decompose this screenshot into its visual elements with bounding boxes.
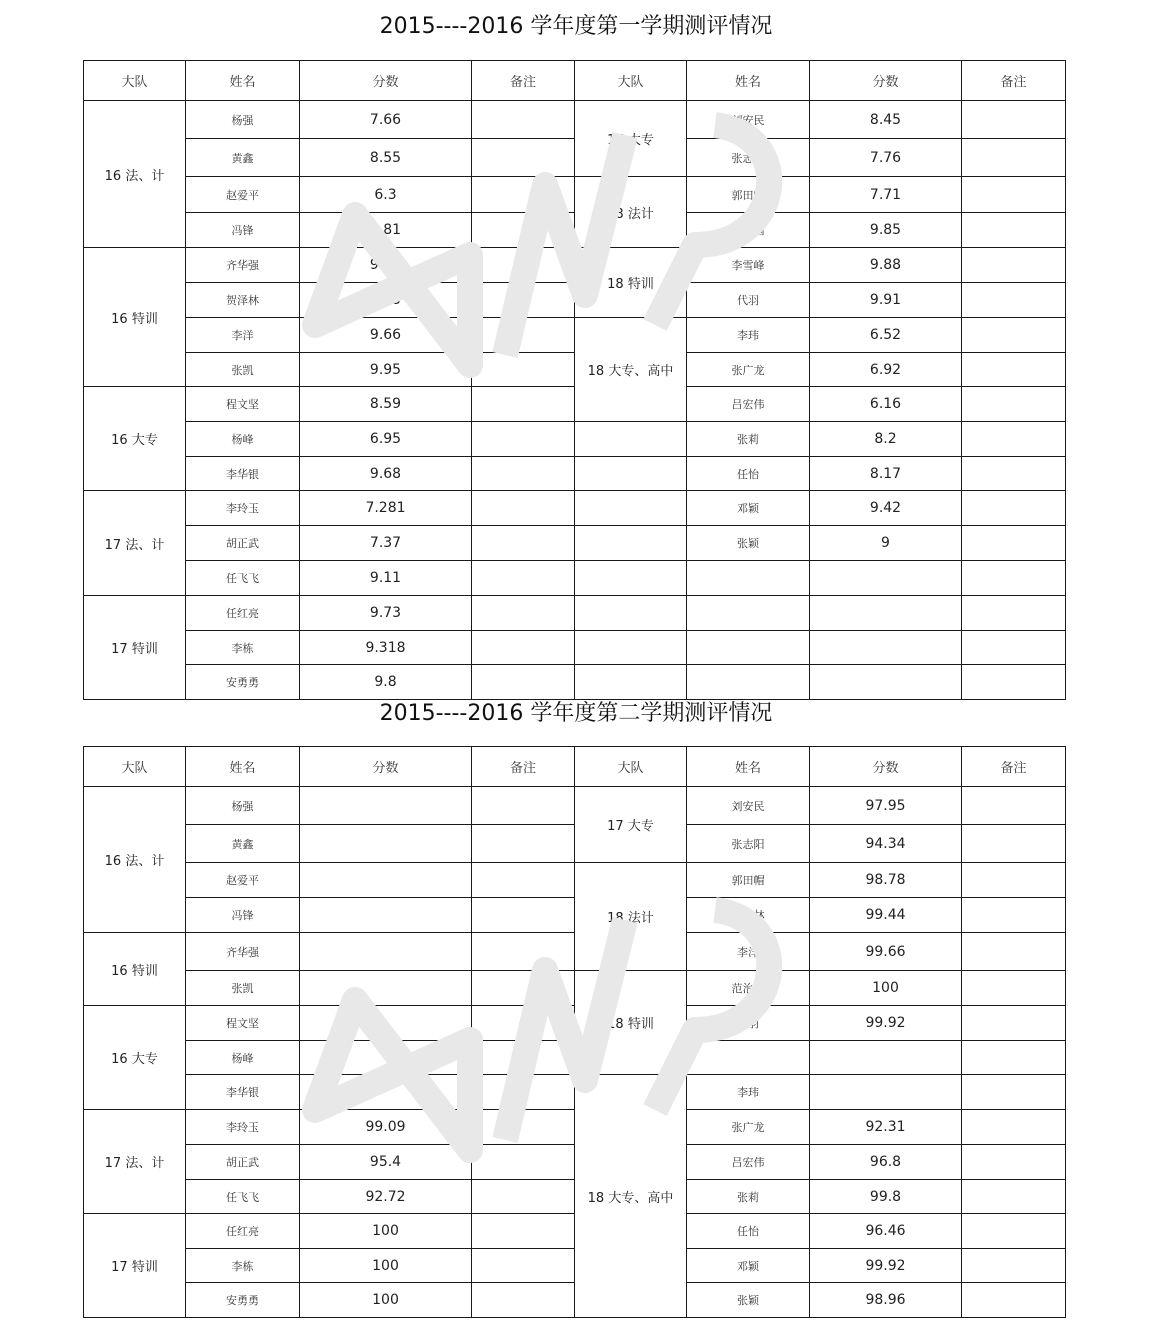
right-score-cell: 94.34 — [810, 825, 962, 863]
column-header: 大队 — [84, 747, 186, 787]
right-remark-cell — [962, 1041, 1066, 1075]
left-score-cell: 9.68 — [300, 457, 472, 491]
semester-2-title: 2015----2016 学年度第二学期测评情况 — [379, 701, 773, 726]
semester-1-table — [83, 60, 1066, 700]
left-remark-cell — [472, 1249, 575, 1283]
left-remark-cell — [472, 825, 575, 863]
right-name-cell: 邓颖 — [687, 491, 810, 526]
left-remark-cell — [472, 665, 575, 700]
left-name-cell: 杨峰 — [186, 1041, 300, 1075]
left-name-cell: 任红亮 — [186, 1214, 300, 1249]
left-name-cell: 任飞飞 — [186, 561, 300, 596]
left-name-cell: 任飞飞 — [186, 1180, 300, 1214]
right-score-cell: 8.17 — [810, 457, 962, 491]
table-row — [84, 177, 1066, 213]
right-name-cell — [687, 561, 810, 596]
right-group-cell — [575, 561, 687, 596]
left-score-cell: 95.4 — [300, 1145, 472, 1180]
table-row — [84, 561, 1066, 596]
right-remark-cell — [962, 422, 1066, 457]
left-name-cell: 李华银 — [186, 1075, 300, 1110]
left-group-cell: 16 法、计 — [84, 787, 186, 933]
left-name-cell: 杨峰 — [186, 422, 300, 457]
right-name-cell: 任怡 — [687, 457, 810, 491]
left-remark-cell — [472, 248, 575, 283]
left-remark-cell — [472, 526, 575, 561]
table-row — [84, 101, 1066, 139]
right-group-cell — [575, 596, 687, 631]
right-name-cell — [687, 596, 810, 631]
right-score-cell: 6.52 — [810, 318, 962, 353]
left-name-cell: 齐华强 — [186, 933, 300, 971]
right-score-cell: 92.31 — [810, 1110, 962, 1145]
table-row — [84, 971, 1066, 1006]
column-header: 分数 — [810, 747, 962, 787]
right-score-cell — [810, 1041, 962, 1075]
right-remark-cell — [962, 1249, 1066, 1283]
table-row — [84, 248, 1066, 283]
right-name-cell: 张颖 — [687, 1283, 810, 1318]
left-name-cell: 任红亮 — [186, 596, 300, 631]
left-name-cell: 安勇勇 — [186, 1283, 300, 1318]
right-remark-cell — [962, 863, 1066, 898]
left-score-cell: 6.95 — [300, 422, 472, 457]
right-group-cell: 17 大专 — [575, 101, 687, 177]
table-row — [84, 457, 1066, 491]
left-name-cell: 赵爱平 — [186, 177, 300, 213]
left-group-cell: 16 法、计 — [84, 101, 186, 248]
left-score-cell: 6.81 — [300, 213, 472, 248]
left-group-cell: 16 大专 — [84, 1006, 186, 1110]
right-name-cell: 郭田帽 — [687, 863, 810, 898]
right-score-cell: 7.76 — [810, 139, 962, 177]
right-group-cell — [575, 665, 687, 700]
left-score-cell: 99.09 — [300, 1110, 472, 1145]
right-group-cell: 18 大专、高中 — [575, 1075, 687, 1318]
left-group-cell: 16 大专 — [84, 387, 186, 491]
right-remark-cell — [962, 665, 1066, 700]
left-score-cell — [300, 1075, 472, 1110]
right-remark-cell — [962, 631, 1066, 665]
right-remark-cell — [962, 787, 1066, 825]
right-remark-cell — [962, 139, 1066, 177]
right-score-cell: 9.85 — [810, 213, 962, 248]
right-score-cell: 9.91 — [810, 283, 962, 318]
right-group-cell — [575, 457, 687, 491]
right-group-cell: 18 大专、高中 — [575, 318, 687, 422]
right-remark-cell — [962, 1214, 1066, 1249]
left-remark-cell — [472, 1283, 575, 1318]
column-header: 分数 — [300, 747, 472, 787]
right-remark-cell — [962, 101, 1066, 139]
right-group-cell — [575, 526, 687, 561]
left-name-cell: 李栋 — [186, 631, 300, 665]
right-remark-cell — [962, 1180, 1066, 1214]
right-remark-cell — [962, 283, 1066, 318]
left-name-cell: 胡正武 — [186, 526, 300, 561]
left-name-cell: 李洋 — [186, 318, 300, 353]
left-score-cell: 8.59 — [300, 387, 472, 422]
right-group-cell: 18 特训 — [575, 248, 687, 318]
right-name-cell: 代羽 — [687, 1006, 810, 1041]
left-group-cell: 17 法、计 — [84, 491, 186, 596]
column-header: 姓名 — [687, 61, 810, 101]
left-remark-cell — [472, 898, 575, 933]
left-remark-cell — [472, 787, 575, 825]
right-score-cell — [810, 1075, 962, 1110]
left-score-cell: 9.11 — [300, 561, 472, 596]
table-row — [84, 863, 1066, 898]
left-name-cell: 杨强 — [186, 101, 300, 139]
right-name-cell: 范治国 — [687, 971, 810, 1006]
right-name-cell: 张广龙 — [687, 353, 810, 387]
left-remark-cell — [472, 1145, 575, 1180]
table-row — [84, 491, 1066, 526]
header-row — [84, 61, 1066, 101]
right-remark-cell — [962, 596, 1066, 631]
right-remark-cell — [962, 177, 1066, 213]
right-remark-cell — [962, 213, 1066, 248]
left-name-cell: 赵爱平 — [186, 863, 300, 898]
right-name-cell: 李玮 — [687, 1075, 810, 1110]
right-name-cell: 贺泽林 — [687, 898, 810, 933]
left-remark-cell — [472, 101, 575, 139]
left-remark-cell — [472, 1214, 575, 1249]
right-score-cell: 99.92 — [810, 1006, 962, 1041]
right-score-cell — [810, 665, 962, 700]
column-header: 大队 — [575, 747, 687, 787]
right-group-cell — [575, 631, 687, 665]
left-group-cell: 17 法、计 — [84, 1110, 186, 1214]
left-name-cell: 程文坚 — [186, 387, 300, 422]
column-header: 备注 — [962, 747, 1066, 787]
left-remark-cell — [472, 283, 575, 318]
table-row — [84, 1075, 1066, 1110]
right-remark-cell — [962, 318, 1066, 353]
right-name-cell: 张志阳 — [687, 825, 810, 863]
left-score-cell: 9.85 — [300, 283, 472, 318]
left-remark-cell — [472, 933, 575, 971]
left-remark-cell — [472, 1180, 575, 1214]
right-remark-cell — [962, 898, 1066, 933]
left-score-cell: 9.73 — [300, 596, 472, 631]
right-score-cell: 99.66 — [810, 933, 962, 971]
left-name-cell: 李玲玉 — [186, 1110, 300, 1145]
right-group-cell: 18 特训 — [575, 971, 687, 1075]
left-name-cell: 黄鑫 — [186, 825, 300, 863]
right-remark-cell — [962, 1110, 1066, 1145]
right-name-cell: 代羽 — [687, 283, 810, 318]
right-name-cell — [687, 1041, 810, 1075]
right-score-cell: 96.46 — [810, 1214, 962, 1249]
right-name-cell: 刘安民 — [687, 101, 810, 139]
right-score-cell: 9.42 — [810, 491, 962, 526]
column-header: 姓名 — [186, 61, 300, 101]
right-score-cell: 6.92 — [810, 353, 962, 387]
right-group-cell — [575, 422, 687, 457]
right-remark-cell — [962, 1006, 1066, 1041]
right-remark-cell — [962, 1145, 1066, 1180]
left-score-cell: 9.94 — [300, 248, 472, 283]
column-header: 备注 — [962, 61, 1066, 101]
left-score-cell: 8.55 — [300, 139, 472, 177]
right-name-cell: 李玮 — [687, 318, 810, 353]
left-name-cell: 张凯 — [186, 353, 300, 387]
right-remark-cell — [962, 1283, 1066, 1318]
right-remark-cell — [962, 457, 1066, 491]
right-name-cell: 张颖 — [687, 526, 810, 561]
right-name-cell: 任怡 — [687, 1214, 810, 1249]
table-row — [84, 665, 1066, 700]
left-name-cell: 李玲玉 — [186, 491, 300, 526]
right-score-cell: 96.8 — [810, 1145, 962, 1180]
left-remark-cell — [472, 387, 575, 422]
left-name-cell: 张凯 — [186, 971, 300, 1006]
left-remark-cell — [472, 457, 575, 491]
left-score-cell: 7.281 — [300, 491, 472, 526]
left-score-cell: 100 — [300, 1214, 472, 1249]
table-row — [84, 787, 1066, 825]
right-score-cell — [810, 596, 962, 631]
right-score-cell: 8.2 — [810, 422, 962, 457]
right-remark-cell — [962, 491, 1066, 526]
left-group-cell: 16 特训 — [84, 248, 186, 387]
right-score-cell — [810, 631, 962, 665]
left-score-cell — [300, 1006, 472, 1041]
right-name-cell: 李洋 — [687, 933, 810, 971]
right-name-cell: 张志阳 — [687, 139, 810, 177]
table-row — [84, 631, 1066, 665]
left-remark-cell — [472, 596, 575, 631]
left-score-cell — [300, 898, 472, 933]
table-row — [84, 526, 1066, 561]
right-remark-cell — [962, 561, 1066, 596]
left-score-cell — [300, 787, 472, 825]
left-score-cell: 100 — [300, 1283, 472, 1318]
right-name-cell — [687, 665, 810, 700]
left-score-cell — [300, 863, 472, 898]
left-group-cell: 16 特训 — [84, 933, 186, 1006]
left-remark-cell — [472, 491, 575, 526]
left-name-cell: 齐华强 — [186, 248, 300, 283]
right-group-cell: 18 法计 — [575, 177, 687, 248]
right-name-cell: 刘安民 — [687, 787, 810, 825]
right-score-cell: 98.78 — [810, 863, 962, 898]
right-name-cell: 吕宏伟 — [687, 1145, 810, 1180]
left-score-cell: 9.8 — [300, 665, 472, 700]
right-remark-cell — [962, 971, 1066, 1006]
left-remark-cell — [472, 561, 575, 596]
left-name-cell: 贺泽林 — [186, 283, 300, 318]
column-header: 大队 — [575, 61, 687, 101]
right-score-cell: 8.45 — [810, 101, 962, 139]
right-name-cell: 吕宏伟 — [687, 387, 810, 422]
table-row — [84, 318, 1066, 353]
column-header: 分数 — [810, 61, 962, 101]
left-remark-cell — [472, 177, 575, 213]
left-score-cell: 9.66 — [300, 318, 472, 353]
column-header: 分数 — [300, 61, 472, 101]
left-name-cell: 李华银 — [186, 457, 300, 491]
left-name-cell: 安勇勇 — [186, 665, 300, 700]
right-remark-cell — [962, 353, 1066, 387]
right-remark-cell — [962, 526, 1066, 561]
right-score-cell: 99.44 — [810, 898, 962, 933]
right-remark-cell — [962, 248, 1066, 283]
right-score-cell: 97.95 — [810, 787, 962, 825]
column-header: 备注 — [472, 747, 575, 787]
left-score-cell: 100 — [300, 1249, 472, 1283]
left-remark-cell — [472, 1041, 575, 1075]
right-score-cell: 99.92 — [810, 1249, 962, 1283]
right-group-cell: 18 法计 — [575, 863, 687, 971]
right-name-cell: 范治国 — [687, 213, 810, 248]
right-name-cell: 李雪峰 — [687, 248, 810, 283]
table-row — [84, 422, 1066, 457]
right-name-cell — [687, 631, 810, 665]
left-score-cell: 9.318 — [300, 631, 472, 665]
left-name-cell: 李栋 — [186, 1249, 300, 1283]
left-score-cell — [300, 933, 472, 971]
right-remark-cell — [962, 825, 1066, 863]
left-score-cell: 92.72 — [300, 1180, 472, 1214]
left-name-cell: 胡正武 — [186, 1145, 300, 1180]
left-remark-cell — [472, 1110, 575, 1145]
right-remark-cell — [962, 1075, 1066, 1110]
left-remark-cell — [472, 631, 575, 665]
right-name-cell: 郭田帽 — [687, 177, 810, 213]
column-header: 大队 — [84, 61, 186, 101]
column-header: 姓名 — [687, 747, 810, 787]
left-group-cell: 17 特训 — [84, 1214, 186, 1318]
left-score-cell — [300, 971, 472, 1006]
left-remark-cell — [472, 863, 575, 898]
column-header: 备注 — [472, 61, 575, 101]
left-remark-cell — [472, 213, 575, 248]
left-remark-cell — [472, 318, 575, 353]
right-score-cell: 9.88 — [810, 248, 962, 283]
left-score-cell: 6.3 — [300, 177, 472, 213]
right-score-cell: 6.16 — [810, 387, 962, 422]
right-group-cell — [575, 491, 687, 526]
right-name-cell: 张莉 — [687, 1180, 810, 1214]
left-name-cell: 程文坚 — [186, 1006, 300, 1041]
right-score-cell: 100 — [810, 971, 962, 1006]
left-name-cell: 杨强 — [186, 787, 300, 825]
right-score-cell: 99.8 — [810, 1180, 962, 1214]
right-name-cell: 张莉 — [687, 422, 810, 457]
right-score-cell: 9 — [810, 526, 962, 561]
table-row — [84, 596, 1066, 631]
right-name-cell: 邓颖 — [687, 1249, 810, 1283]
left-name-cell: 黄鑫 — [186, 139, 300, 177]
semester-1-title: 2015----2016 学年度第一学期测评情况 — [379, 14, 773, 39]
right-score-cell: 98.96 — [810, 1283, 962, 1318]
left-remark-cell — [472, 353, 575, 387]
right-remark-cell — [962, 933, 1066, 971]
left-score-cell: 7.66 — [300, 101, 472, 139]
left-score-cell: 9.95 — [300, 353, 472, 387]
header-row — [84, 747, 1066, 787]
left-group-cell: 17 特训 — [84, 596, 186, 700]
left-name-cell: 冯锋 — [186, 898, 300, 933]
right-remark-cell — [962, 387, 1066, 422]
right-score-cell — [810, 561, 962, 596]
left-remark-cell — [472, 1006, 575, 1041]
right-score-cell: 7.71 — [810, 177, 962, 213]
left-remark-cell — [472, 971, 575, 1006]
right-group-cell: 17 大专 — [575, 787, 687, 863]
left-score-cell: 7.37 — [300, 526, 472, 561]
left-remark-cell — [472, 1075, 575, 1110]
left-remark-cell — [472, 422, 575, 457]
left-name-cell: 冯锋 — [186, 213, 300, 248]
right-name-cell: 张广龙 — [687, 1110, 810, 1145]
left-score-cell — [300, 825, 472, 863]
column-header: 姓名 — [186, 747, 300, 787]
left-score-cell — [300, 1041, 472, 1075]
semester-2-table — [83, 746, 1066, 1318]
left-remark-cell — [472, 139, 575, 177]
